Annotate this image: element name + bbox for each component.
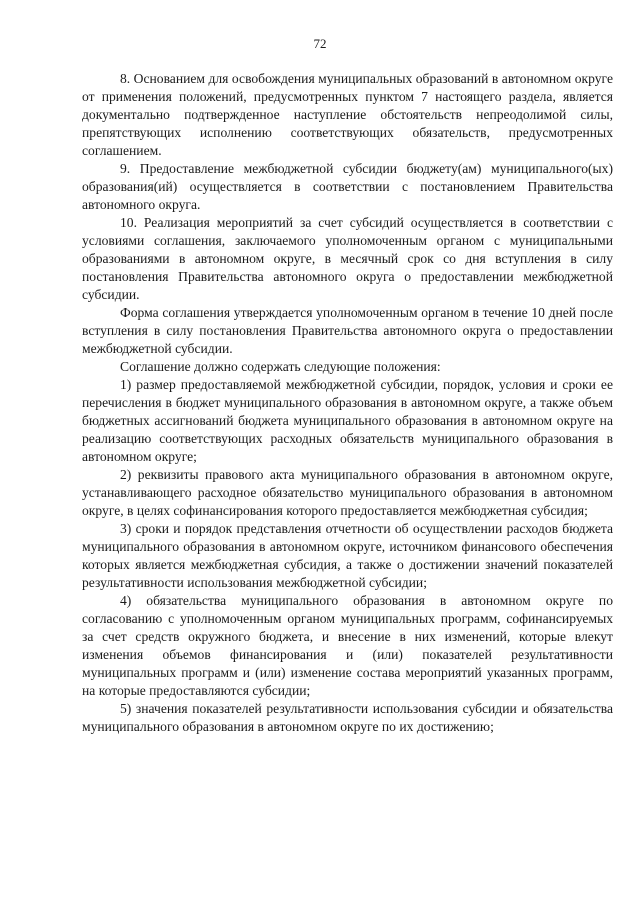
paragraph-9: 9. Предоставление межбюджетной субсидии бюджету(ам) муниципального(ых) образования(ий) осуществляется в соответствии с постановлением Правительства автономного округа. xyxy=(82,161,613,212)
list-item-4: 4) обязательства муниципального образования в автономном округе по согласованию с уполномоченным органом муниципальных программ, софинансируемых за счет средств окружного бюджета, и внесение в них изменений, которые влекут изменения объемов финансирования и (или) показателей результативности муниципальных программ и (или) изменение состава мероприятий указанных программ, на которые предоставляются субсидии; xyxy=(82,593,613,698)
paragraph-10: 10. Реализация мероприятий за счет субсидий осуществляется в соответствии с условиями соглашения, заключаемого уполномоченным органом с муниципальными образованиями в автономном округе, в месячный срок со дня вступления в силу постановления Правительства автономного округа о предоставлении межбюджетной субсидии. xyxy=(82,215,613,302)
list-item-2: 2) реквизиты правового акта муниципального образования в автономном округе, устанавливающего расходное обязательство муниципального образования в автономном округе, в целях софинансирования которого предоставляется межбюджетная субсидия; xyxy=(82,467,613,518)
list-item-1: 1) размер предоставляемой межбюджетной субсидии, порядок, условия и сроки ее перечисления в бюджет муниципального образования в автономном округе, а также объем бюджетных ассигнований бюджета муниципального образования в автономном округе на реализацию соответствующих расходных обязательств муниципального образования в автономном округе; xyxy=(82,377,613,464)
paragraph-agreement-form: Форма соглашения утверждается уполномоченным органом в течение 10 дней после вступления в силу постановления Правительства автономного округа о предоставлении межбюджетной субсидии. xyxy=(82,305,613,356)
list-item-3: 3) сроки и порядок представления отчетности об осуществлении расходов бюджета муниципального образования в автономном округе, источником финансового обеспечения которых является межбюджетная субсидия, а также о достижении значений показателей результативности использования межбюджетной субсидии; xyxy=(82,521,613,590)
paragraph-agreement-contents: Соглашение должно содержать следующие положения: xyxy=(120,359,441,374)
list-item-5: 5) значения показателей результативности использования субсидии и обязательства муниципального образования в автономном округе по их достижению; xyxy=(82,701,613,734)
paragraph-8: 8. Основанием для освобождения муниципальных образований в автономном округе от применения положений, предусмотренных пунктом 7 настоящего раздела, является документально подтвержденное наступление обстоятельств непреодолимой силы, препятствующих исполнению соответствующих обязательств, предусмотренных соглашением. xyxy=(82,71,613,158)
page-number: 72 xyxy=(313,36,327,51)
document-body xyxy=(82,70,613,736)
